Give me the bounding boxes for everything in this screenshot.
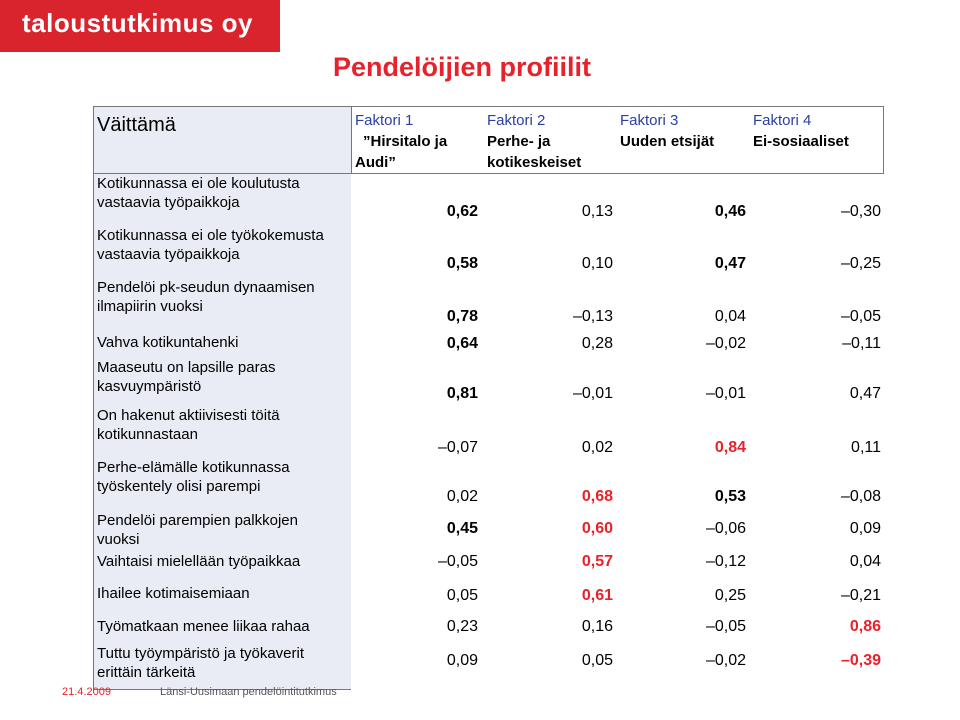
factor-loading-value: 0,57 bbox=[581, 553, 613, 570]
statement-label-line: erittäin tärkeitä bbox=[97, 664, 196, 681]
statement-label-line: ilmapiirin vuoksi bbox=[97, 298, 203, 315]
factor-loading-value: 0,62 bbox=[446, 203, 478, 220]
table-label-column bbox=[93, 174, 351, 690]
statement-label-line: Kotikunnassa ei ole työkokemusta bbox=[97, 227, 324, 244]
factor-header-4 bbox=[753, 110, 849, 152]
factor-header-subtitle: Uuden etsijät bbox=[620, 133, 715, 150]
factor-loading-value: –0,07 bbox=[437, 439, 478, 456]
factor-loading-value: 0,10 bbox=[581, 255, 613, 272]
factor-loading-value: –0,05 bbox=[437, 553, 478, 570]
factor-loading-value: –0,06 bbox=[705, 520, 746, 537]
factor-loading-value: 0,25 bbox=[714, 587, 746, 604]
statement-label bbox=[97, 278, 315, 316]
factor-loading-value: –0,08 bbox=[840, 488, 881, 505]
factor-loading-value: 0,28 bbox=[581, 335, 613, 352]
statement-label-line: kasvuympäristö bbox=[97, 378, 202, 395]
factor-loading-value: 0,16 bbox=[581, 618, 613, 635]
statement-label bbox=[97, 458, 290, 496]
factor-loading-value: 0,09 bbox=[446, 652, 478, 669]
statement-label-line: vastaavia työpaikkoja bbox=[97, 194, 240, 211]
factor-loading-value: 0,84 bbox=[714, 439, 746, 456]
statement-label-line: On hakenut aktiivisesti töitä bbox=[97, 407, 280, 424]
factor-header-title: Faktori 4 bbox=[753, 112, 812, 129]
statement-label-line: vuoksi bbox=[97, 531, 140, 548]
factor-loading-value: 0,23 bbox=[446, 618, 478, 635]
factor-loading-value: –0,05 bbox=[840, 308, 881, 325]
factor-loading-value: 0,58 bbox=[446, 255, 478, 272]
factor-loading-value: –0,01 bbox=[572, 385, 613, 402]
factor-loading-value: –0,12 bbox=[705, 553, 746, 570]
factor-header-title: Faktori 2 bbox=[487, 112, 546, 129]
factor-loading-value: 0,46 bbox=[714, 203, 746, 220]
statement-label bbox=[97, 644, 304, 682]
statement-label-line: Työmatkaan menee liikaa rahaa bbox=[97, 618, 310, 635]
factor-header-subtitle: Ei-sosiaaliset bbox=[753, 133, 849, 150]
factor-header-3 bbox=[620, 110, 714, 152]
factor-header-subtitle: ”Hirsitalo ja bbox=[363, 133, 448, 150]
factor-header-subtitle: Perhe- ja bbox=[487, 133, 551, 150]
factor-loading-value: –0,05 bbox=[705, 618, 746, 635]
factor-loading-value: 0,61 bbox=[581, 587, 613, 604]
factor-loading-value: 0,64 bbox=[446, 335, 478, 352]
statement-label-line: Tuttu työympäristö ja työkaverit bbox=[97, 645, 305, 662]
statement-label-line: Pendelöi pk-seudun dynaamisen bbox=[97, 279, 315, 296]
factor-header-title: Faktori 3 bbox=[620, 112, 679, 129]
slide-title: Pendelöijien profiilit bbox=[333, 52, 592, 82]
factor-header-title: Faktori 1 bbox=[355, 112, 414, 129]
table-header-label-cell bbox=[93, 106, 351, 174]
factor-loading-value: –0,39 bbox=[840, 652, 881, 669]
factor-loading-value: 0,60 bbox=[581, 520, 613, 537]
statement-label-line: Vahva kotikuntahenki bbox=[97, 334, 239, 351]
statement-label-line: Ihailee kotimaisemiaan bbox=[97, 585, 250, 602]
statement-label bbox=[97, 226, 324, 264]
factor-loading-value: 0,05 bbox=[446, 587, 478, 604]
statement-label-line: kotikunnastaan bbox=[97, 426, 198, 443]
statement-label-line: Perhe-elämälle kotikunnassa bbox=[97, 459, 290, 476]
factor-loading-value: 0,81 bbox=[446, 385, 478, 402]
factor-header-1 bbox=[355, 110, 447, 173]
factor-table bbox=[93, 106, 884, 690]
statement-label-line: vastaavia työpaikkoja bbox=[97, 246, 240, 263]
statement-label bbox=[97, 511, 298, 549]
factor-loading-value: 0,78 bbox=[446, 308, 478, 325]
statement-label bbox=[97, 333, 238, 352]
factor-loading-value: –0,13 bbox=[572, 308, 613, 325]
statement-label bbox=[97, 617, 310, 636]
factor-loading-value: 0,45 bbox=[446, 520, 478, 537]
factor-loading-value: –0,01 bbox=[705, 385, 746, 402]
footer-date: 21.4.2009 bbox=[62, 686, 111, 698]
statement-label-line: Pendelöi parempien palkkojen bbox=[97, 512, 298, 529]
statement-label bbox=[97, 584, 250, 603]
statement-label bbox=[97, 174, 300, 212]
statement-label bbox=[97, 358, 275, 396]
factor-header-2 bbox=[487, 110, 581, 173]
table-header-label: Väittämä bbox=[97, 114, 176, 136]
factor-header-subtitle: kotikeskeiset bbox=[487, 154, 582, 171]
factor-loading-value: –0,11 bbox=[842, 335, 881, 352]
factor-loading-value: –0,30 bbox=[840, 203, 881, 220]
factor-loading-value: 0,47 bbox=[714, 255, 746, 272]
factor-loading-value: 0,86 bbox=[849, 618, 881, 635]
factor-loading-value: 0,47 bbox=[849, 385, 881, 402]
factor-loading-value: 0,13 bbox=[581, 203, 613, 220]
factor-loading-value: 0,05 bbox=[581, 652, 613, 669]
factor-loading-value: –0,25 bbox=[840, 255, 881, 272]
factor-loading-value: 0,09 bbox=[849, 520, 881, 537]
factor-loading-value: 0,02 bbox=[581, 439, 613, 456]
factor-loading-value: 0,11 bbox=[851, 439, 881, 456]
table-header-factors bbox=[351, 106, 884, 174]
factor-loading-value: 0,68 bbox=[581, 488, 613, 505]
statement-label-line: Kotikunnassa ei ole koulutusta bbox=[97, 175, 300, 192]
factor-loading-value: –0,02 bbox=[705, 652, 746, 669]
factor-loading-value: 0,02 bbox=[446, 488, 478, 505]
factor-loading-value: –0,21 bbox=[840, 587, 881, 604]
footer-source: Länsi-Uusimaan pendelöintitutkimus bbox=[160, 686, 337, 698]
statement-label bbox=[97, 406, 280, 444]
factor-loading-value: –0,02 bbox=[705, 335, 746, 352]
statement-label-line: työskentely olisi parempi bbox=[97, 478, 261, 495]
factor-loading-value: 0,04 bbox=[714, 308, 746, 325]
statement-label-line: Maaseutu on lapsille paras bbox=[97, 359, 276, 376]
brand-logo-bar bbox=[0, 0, 280, 52]
brand-logo-text: taloustutkimus oy bbox=[22, 8, 253, 38]
factor-header-subtitle: Audi” bbox=[355, 154, 396, 171]
factor-loading-value: 0,53 bbox=[714, 488, 746, 505]
statement-label-line: Vaihtaisi mielellään työpaikkaa bbox=[97, 553, 301, 570]
factor-loading-value: 0,04 bbox=[849, 553, 881, 570]
statement-label bbox=[97, 552, 300, 571]
